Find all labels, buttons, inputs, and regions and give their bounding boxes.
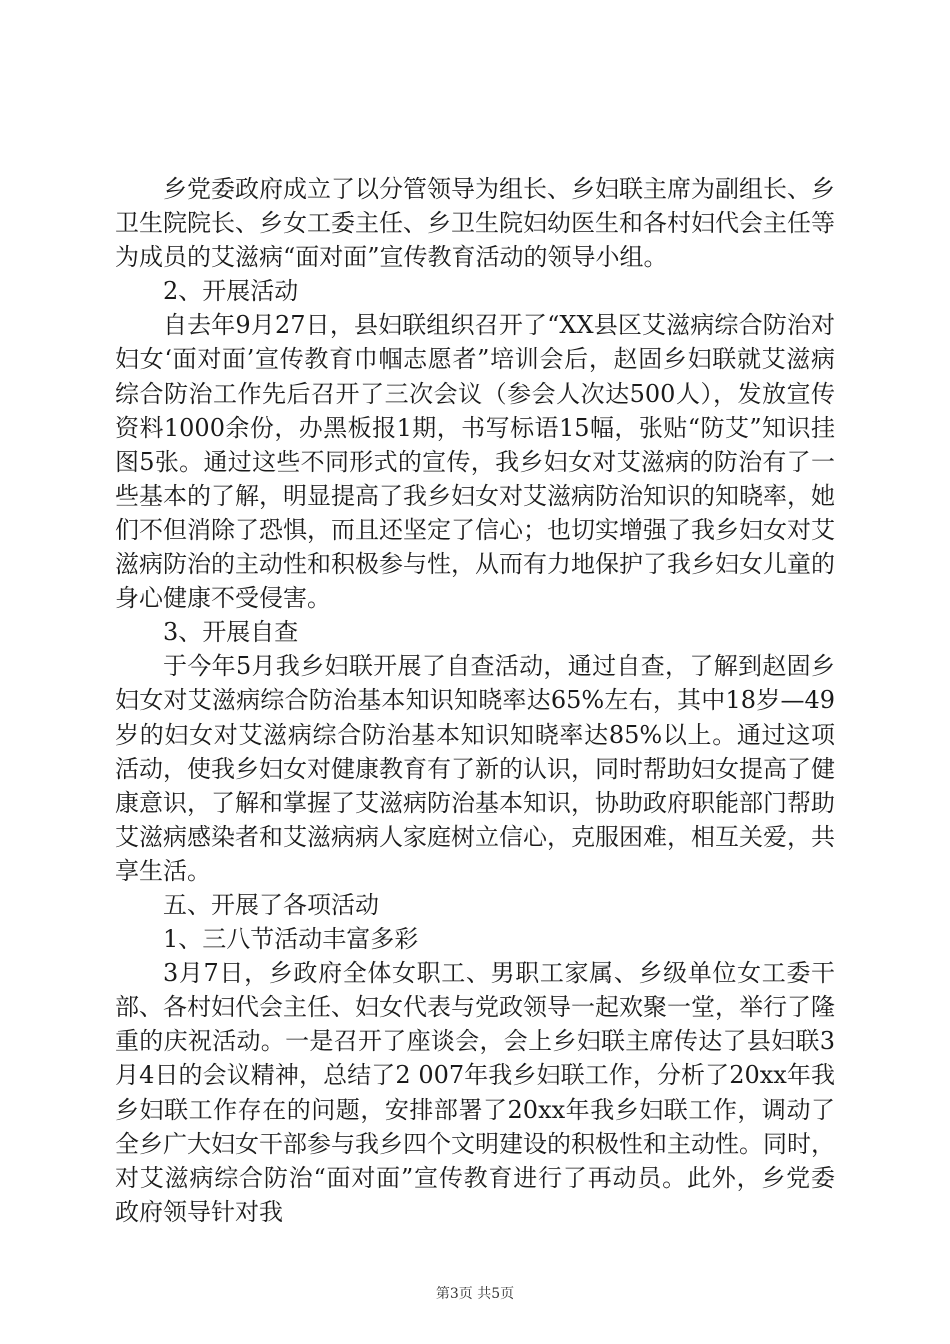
paragraph-training-meeting: 自去年9月27日，县妇联组织召开了“XX县区艾滋病综合防治对妇女‘面对面’宣传教育巾帼志愿者”培训会后，赵固乡妇联就艾滋病综合防治工作先后召开了三次会议（参会人次达500人），发放宣传资料1000余份，办黑板报1期，书写标语15幅，张贴“防艾”知识挂图5张。通过这些不同形式的宣传，我乡妇女对艾滋病的防治有了一些基本的了解，明显提高了我乡妇女对艾滋病防治知识的知晓率，她们不但消除了恐惧，而且还坚定了信心；也切实增强了我乡妇女对艾滋病防治的主动性和积极参与性，从而有力地保护了我乡妇女儿童的身心健康不受侵害。 (115, 311, 835, 613)
heading-march-eighth: 1、三八节活动丰富多彩 (163, 925, 419, 954)
paragraph-leading-group: 乡党委政府成立了以分管领导为组长、乡妇联主席为副组长、乡卫生院院长、乡女工委主任、乡卫生院妇幼医生和各村妇代会主任等为成员的艾滋病“面对面”宣传教育活动的领导小组。 (115, 175, 835, 272)
page-footer: 第3页 共5页 (435, 1286, 515, 1302)
heading-self-inspection: 3、开展自查 (163, 618, 299, 647)
heading-various-activities: 五、开展了各项活动 (163, 890, 379, 919)
document-body (115, 172, 835, 1229)
heading-carry-out-activities: 2、开展活动 (163, 277, 299, 306)
paragraph-self-inspection: 于今年5月我乡妇联开展了自查活动，通过自查，了解到赵固乡妇女对艾滋病综合防治基本知识知晓率达65%左右，其中18岁—49岁的妇女对艾滋病综合防治基本知识知晓率达85%以上。通过这项活动，使我乡妇女对健康教育有了新的认识，同时帮助妇女提高了健康意识，了解和掌握了艾滋病防治基本知识，协助政府职能部门帮助艾滋病感染者和艾滋病病人家庭树立信心，克服困难，相互关爱，共享生活。 (115, 652, 835, 885)
paragraph-march-seventh: 3月7日，乡政府全体女职工、男职工家属、乡级单位女工委干部、各村妇代会主任、妇女代表与党政领导一起欢聚一堂，举行了隆重的庆祝活动。一是召开了座谈会，会上乡妇联主席传达了县妇联3月4日的会议精神，总结了2 007年我乡妇联工作，分析了20xx年我乡妇联工作存在的问题，安排部署了20xx年我乡妇联工作，调动了全乡广大妇女干部参与我乡四个文明建设的积极性和主动性。同时，对艾滋病综合防治“面对面”宣传教育进行了再动员。此外，乡党委政府领导针对我 (115, 959, 835, 1226)
